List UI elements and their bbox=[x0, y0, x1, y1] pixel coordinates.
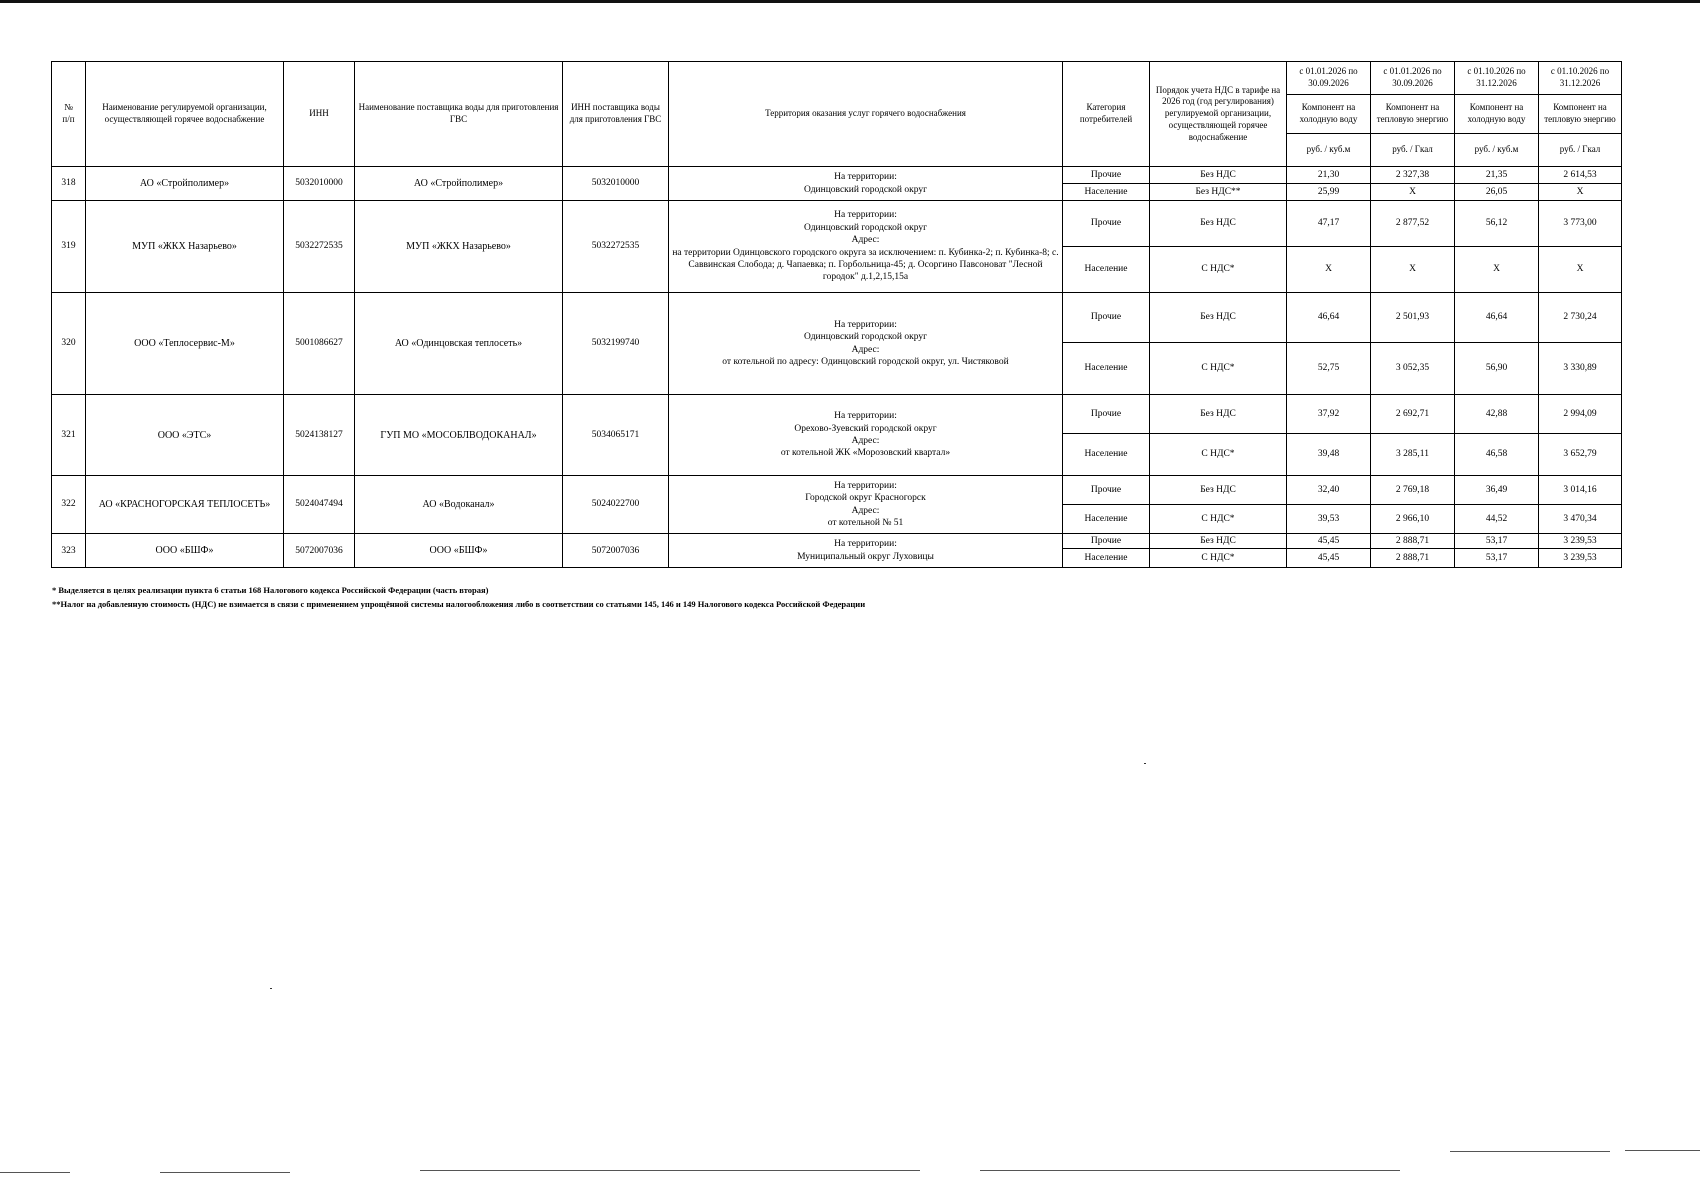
heat-energy-component-q4: 3 239,53 bbox=[1539, 549, 1622, 568]
consumer-category: Прочие bbox=[1063, 534, 1150, 549]
heat-energy-component-q4: 3 014,16 bbox=[1539, 476, 1622, 505]
header-component: Компонент на тепловую энергию bbox=[1371, 95, 1455, 134]
scan-edge-line bbox=[1450, 1151, 1610, 1152]
cold-water-component-h1: 39,53 bbox=[1287, 505, 1371, 534]
org-inn: 5024138127 bbox=[284, 395, 355, 476]
scan-edge-line bbox=[160, 1172, 290, 1173]
footnote-vat-exempt: **Налог на добавленную стоимость (НДС) не взимается в связи с применением упрощённой системы налогообложения либо в соответствии со статьями 145, 146 и 149 Налогового кодекса Российской Федерации bbox=[52, 599, 866, 609]
row-number: 320 bbox=[52, 293, 86, 395]
vat-order: Без НДС bbox=[1150, 293, 1287, 343]
cold-water-component-q4: X bbox=[1455, 247, 1539, 293]
header-component: Компонент на холодную воду bbox=[1287, 95, 1371, 134]
heat-energy-component-q4: X bbox=[1539, 184, 1622, 201]
org-name: ООО «Теплосервис-М» bbox=[86, 293, 284, 395]
cold-water-component-h1: 52,75 bbox=[1287, 343, 1371, 395]
cold-water-component-h1: 46,64 bbox=[1287, 293, 1371, 343]
table-header bbox=[52, 62, 1622, 167]
heat-energy-component-h1: 2 692,71 bbox=[1371, 395, 1455, 434]
supplier-inn: 5032272535 bbox=[563, 201, 669, 293]
consumer-category: Население bbox=[1063, 549, 1150, 568]
header-period: с 01.10.2026 по 31.12.2026 bbox=[1539, 62, 1622, 95]
header-period: с 01.10.2026 по 31.12.2026 bbox=[1455, 62, 1539, 95]
heat-energy-component-h1: 2 327,38 bbox=[1371, 167, 1455, 184]
heat-energy-component-q4: 3 652,79 bbox=[1539, 434, 1622, 476]
scan-edge-line bbox=[420, 1170, 920, 1171]
supplier-inn: 5032010000 bbox=[563, 167, 669, 201]
vat-order: С НДС* bbox=[1150, 505, 1287, 534]
cold-water-component-h1: 39,48 bbox=[1287, 434, 1371, 476]
org-name: МУП «ЖКХ Назарьево» bbox=[86, 201, 284, 293]
territory: На территории: Одинцовский городской округ bbox=[669, 167, 1063, 201]
footnotes bbox=[52, 583, 1612, 611]
vat-order: Без НДС bbox=[1150, 167, 1287, 184]
org-inn: 5024047494 bbox=[284, 476, 355, 534]
territory: На территории: Городской округ Красногорск Адрес: от котельной № 51 bbox=[669, 476, 1063, 534]
heat-energy-component-h1: 2 769,18 bbox=[1371, 476, 1455, 505]
cold-water-component-q4: 46,58 bbox=[1455, 434, 1539, 476]
vat-order: Без НДС bbox=[1150, 395, 1287, 434]
org-inn: 5032010000 bbox=[284, 167, 355, 201]
vat-order: С НДС* bbox=[1150, 434, 1287, 476]
row-number: 319 bbox=[52, 201, 86, 293]
heat-energy-component-q4: 2 730,24 bbox=[1539, 293, 1622, 343]
table-body bbox=[52, 167, 1622, 568]
cold-water-component-q4: 21,35 bbox=[1455, 167, 1539, 184]
cold-water-component-q4: 42,88 bbox=[1455, 395, 1539, 434]
header-period: с 01.01.2026 по 30.09.2026 bbox=[1371, 62, 1455, 95]
heat-energy-component-q4: 3 239,53 bbox=[1539, 534, 1622, 549]
cold-water-component-q4: 36,49 bbox=[1455, 476, 1539, 505]
cold-water-component-q4: 53,17 bbox=[1455, 534, 1539, 549]
org-name: ООО «БШФ» bbox=[86, 534, 284, 568]
heat-energy-component-q4: 3 470,34 bbox=[1539, 505, 1622, 534]
heat-energy-component-h1: X bbox=[1371, 184, 1455, 201]
row-number: 322 bbox=[52, 476, 86, 534]
row-number: 318 bbox=[52, 167, 86, 201]
cold-water-component-h1: 47,17 bbox=[1287, 201, 1371, 247]
cold-water-component-q4: 53,17 bbox=[1455, 549, 1539, 568]
cold-water-component-h1: 32,40 bbox=[1287, 476, 1371, 505]
scan-edge-line bbox=[1625, 1150, 1700, 1151]
scan-speck bbox=[270, 988, 272, 989]
table-row bbox=[52, 534, 1622, 549]
supplier-inn: 5072007036 bbox=[563, 534, 669, 568]
heat-energy-component-q4: 2 614,53 bbox=[1539, 167, 1622, 184]
org-name: АО «КРАСНОГОРСКАЯ ТЕПЛОСЕТЬ» bbox=[86, 476, 284, 534]
scan-edge-line bbox=[980, 1170, 1400, 1171]
supplier-name: ООО «БШФ» bbox=[355, 534, 563, 568]
cold-water-component-q4: 44,52 bbox=[1455, 505, 1539, 534]
header-unit: руб. / Гкал bbox=[1371, 134, 1455, 167]
header-unit: руб. / куб.м bbox=[1455, 134, 1539, 167]
heat-energy-component-h1: 2 966,10 bbox=[1371, 505, 1455, 534]
header-num: № п/п bbox=[52, 62, 86, 167]
heat-energy-component-q4: X bbox=[1539, 247, 1622, 293]
heat-energy-component-h1: 3 285,11 bbox=[1371, 434, 1455, 476]
territory: На территории: Муниципальный округ Луховицы bbox=[669, 534, 1063, 568]
consumer-category: Прочие bbox=[1063, 476, 1150, 505]
supplier-inn: 5032199740 bbox=[563, 293, 669, 395]
vat-order: С НДС* bbox=[1150, 247, 1287, 293]
cold-water-component-h1: 45,45 bbox=[1287, 534, 1371, 549]
cold-water-component-h1: 45,45 bbox=[1287, 549, 1371, 568]
table-row bbox=[52, 167, 1622, 184]
org-inn: 5032272535 bbox=[284, 201, 355, 293]
heat-energy-component-h1: 2 888,71 bbox=[1371, 534, 1455, 549]
tariff-table bbox=[51, 61, 1622, 568]
table-row bbox=[52, 476, 1622, 505]
table-row bbox=[52, 395, 1622, 434]
consumer-category: Население bbox=[1063, 247, 1150, 293]
table-row bbox=[52, 201, 1622, 247]
header-org-name: Наименование регулируемой организации, осуществляющей горячее водоснабжение bbox=[86, 62, 284, 167]
supplier-name: АО «Одинцовская теплосеть» bbox=[355, 293, 563, 395]
header-component: Компонент на холодную воду bbox=[1455, 95, 1539, 134]
territory: На территории: Одинцовский городской округ Адрес: на территории Одинцовского городского округа за исключением: п. Кубинка-2; п. Кубинка-8; с. Саввинская Слобода; д. Чапаевка; п. Горбольница-45; д. Осоргино Павсоноват "Лесной городок" д.1,2,15,15а bbox=[669, 201, 1063, 293]
heat-energy-component-h1: 2 877,52 bbox=[1371, 201, 1455, 247]
vat-order: С НДС* bbox=[1150, 343, 1287, 395]
header-component: Компонент на тепловую энергию bbox=[1539, 95, 1622, 134]
consumer-category: Население bbox=[1063, 505, 1150, 534]
footnote-vat-allocated: * Выделяется в целях реализации пункта 6 статьи 168 Налогового кодекса Российской Федерации (часть вторая) bbox=[52, 585, 489, 595]
header-vat-order: Порядок учета НДС в тарифе на 2026 год (год регулирования) регулируемой организации, осуществляющей горячее водоснабжение bbox=[1150, 62, 1287, 167]
cold-water-component-q4: 56,90 bbox=[1455, 343, 1539, 395]
supplier-name: МУП «ЖКХ Назарьево» bbox=[355, 201, 563, 293]
consumer-category: Прочие bbox=[1063, 201, 1150, 247]
supplier-name: АО «Водоканал» bbox=[355, 476, 563, 534]
heat-energy-component-h1: X bbox=[1371, 247, 1455, 293]
heat-energy-component-h1: 2 501,93 bbox=[1371, 293, 1455, 343]
header-unit: руб. / куб.м bbox=[1287, 134, 1371, 167]
header-inn: ИНН bbox=[284, 62, 355, 167]
cold-water-component-q4: 46,64 bbox=[1455, 293, 1539, 343]
vat-order: Без НДС bbox=[1150, 476, 1287, 505]
consumer-category: Население bbox=[1063, 343, 1150, 395]
heat-energy-component-q4: 2 994,09 bbox=[1539, 395, 1622, 434]
heat-energy-component-q4: 3 330,89 bbox=[1539, 343, 1622, 395]
vat-order: Без НДС** bbox=[1150, 184, 1287, 201]
supplier-name: ГУП МО «МОСОБЛВОДОКАНАЛ» bbox=[355, 395, 563, 476]
org-inn: 5072007036 bbox=[284, 534, 355, 568]
consumer-category: Население bbox=[1063, 184, 1150, 201]
header-supplier-name: Наименование поставщика воды для приготовления ГВС bbox=[355, 62, 563, 167]
territory: На территории: Одинцовский городской округ Адрес: от котельной по адресу: Одинцовский городской округ, ул. Чистяковой bbox=[669, 293, 1063, 395]
heat-energy-component-h1: 3 052,35 bbox=[1371, 343, 1455, 395]
org-name: ООО «ЭТС» bbox=[86, 395, 284, 476]
heat-energy-component-h1: 2 888,71 bbox=[1371, 549, 1455, 568]
consumer-category: Прочие bbox=[1063, 167, 1150, 184]
consumer-category: Прочие bbox=[1063, 395, 1150, 434]
header-supplier-inn: ИНН поставщика воды для приготовления ГВС bbox=[563, 62, 669, 167]
header-territory: Территория оказания услуг горячего водоснабжения bbox=[669, 62, 1063, 167]
header-unit: руб. / Гкал bbox=[1539, 134, 1622, 167]
org-inn: 5001086627 bbox=[284, 293, 355, 395]
supplier-name: АО «Стройполимер» bbox=[355, 167, 563, 201]
territory: На территории: Орехово-Зуевский городской округ Адрес: от котельной ЖК «Морозовский квартал» bbox=[669, 395, 1063, 476]
cold-water-component-q4: 56,12 bbox=[1455, 201, 1539, 247]
consumer-category: Население bbox=[1063, 434, 1150, 476]
row-number: 323 bbox=[52, 534, 86, 568]
cold-water-component-h1: 21,30 bbox=[1287, 167, 1371, 184]
header-category: Категория потребителей bbox=[1063, 62, 1150, 167]
cold-water-component-h1: 25,99 bbox=[1287, 184, 1371, 201]
org-name: АО «Стройполимер» bbox=[86, 167, 284, 201]
scan-top-border bbox=[0, 0, 1700, 3]
scan-speck bbox=[1144, 763, 1146, 764]
vat-order: Без НДС bbox=[1150, 201, 1287, 247]
vat-order: С НДС* bbox=[1150, 549, 1287, 568]
table-row bbox=[52, 293, 1622, 343]
row-number: 321 bbox=[52, 395, 86, 476]
scan-edge-line bbox=[0, 1172, 70, 1173]
cold-water-component-q4: 26,05 bbox=[1455, 184, 1539, 201]
heat-energy-component-q4: 3 773,00 bbox=[1539, 201, 1622, 247]
vat-order: Без НДС bbox=[1150, 534, 1287, 549]
header-period: с 01.01.2026 по 30.09.2026 bbox=[1287, 62, 1371, 95]
cold-water-component-h1: X bbox=[1287, 247, 1371, 293]
supplier-inn: 5024022700 bbox=[563, 476, 669, 534]
cold-water-component-h1: 37,92 bbox=[1287, 395, 1371, 434]
supplier-inn: 5034065171 bbox=[563, 395, 669, 476]
consumer-category: Прочие bbox=[1063, 293, 1150, 343]
